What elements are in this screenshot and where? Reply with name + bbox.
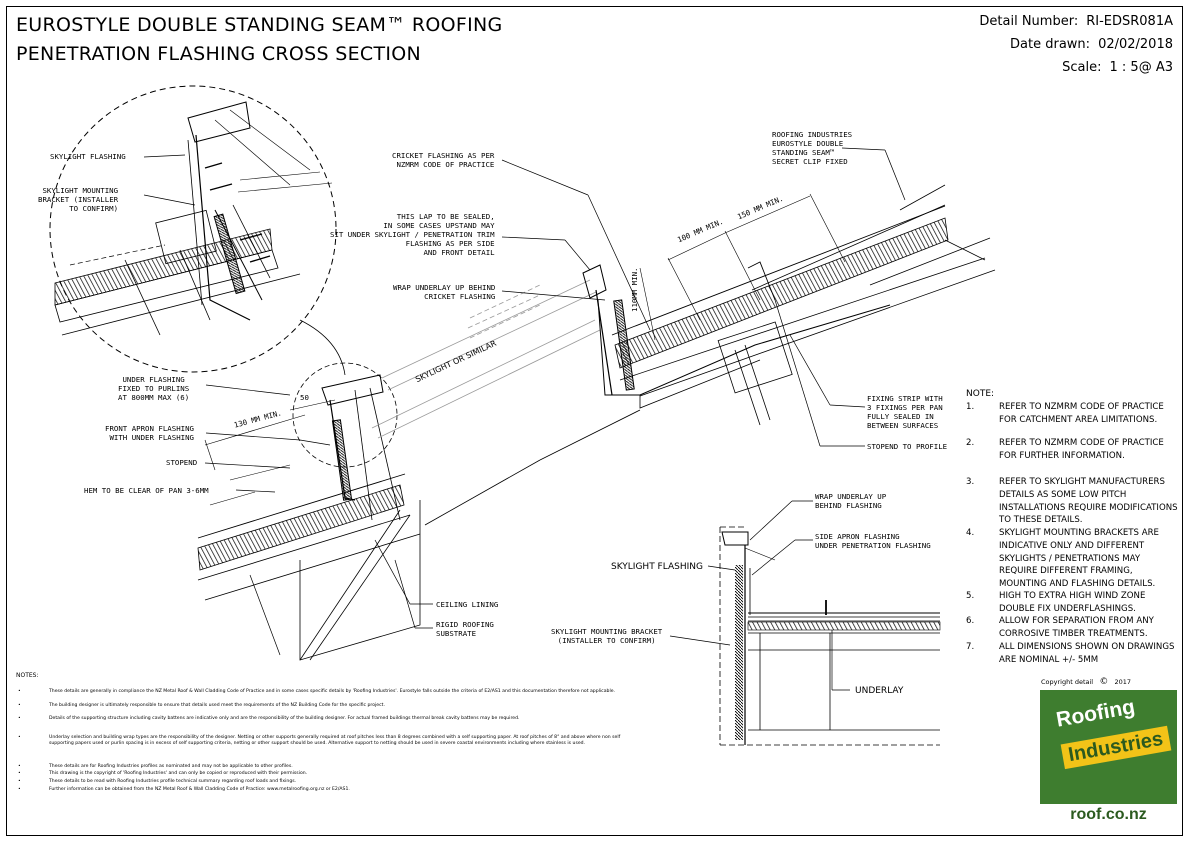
label-hem: HEM TO BE CLEAR OF PAN 3-6MM (84, 486, 209, 495)
general-note-text: These details are generally in compliance the NZ Metal Roof & Wall Cladding Code of Practice and in some cases specific details by 'Roofing Industries'. Eurostyle falls outside the criteria of E2/AS1 and this documentation therefore not applicable. (49, 689, 616, 694)
date-drawn: Date drawn: 02/02/2018 (1010, 37, 1173, 52)
notes-heading: NOTE: (966, 389, 995, 399)
dimension-130: 130 MM MIN. (233, 408, 283, 430)
main-section-upper (425, 185, 995, 525)
logo-url: roof.co.nz (1070, 806, 1147, 823)
general-note-item (18, 703, 638, 709)
general-note-text: The building designer is ultimately responsible to ensure that details used meet the requirements of the NZ Building Code for the specific project. (49, 703, 385, 708)
note-text: REFER TO NZMRM CODE OF PRACTICE FOR CATCHMENT AREA LIMITATIONS. (999, 402, 1164, 425)
general-note-item (18, 735, 638, 746)
label-roofing-industries-profile: ROOFING INDUSTRIES EUROSTYLE DOUBLE STANDING SEAM™ SECRET CLIP FIXED (772, 130, 853, 166)
general-note-item (18, 779, 638, 785)
note-text: ALLOW FOR SEPARATION FROM ANY CORROSIVE TIMBER TREATMENTS. (999, 616, 1154, 639)
drawing-subtitle: PENETRATION FLASHING CROSS SECTION (16, 43, 422, 65)
general-note-text: This drawing is the copyright of 'Roofing Industries' and can only be copied or reproduced with their permission. (49, 771, 308, 776)
side-section (720, 527, 940, 745)
label-wrap-underlay-behind: WRAP UNDERLAY UP BEHIND FLASHING (815, 492, 887, 510)
skylight-glazing (372, 280, 600, 438)
label-front-apron: FRONT APRON FLASHING WITH UNDER FLASHING (105, 424, 194, 442)
note-text: HIGH TO EXTRA HIGH WIND ZONE DOUBLE FIX UNDERFLASHINGS. (999, 591, 1146, 614)
bullet-icon: • (18, 735, 21, 740)
general-notes-heading: NOTES: (16, 672, 39, 679)
note-number: 2. (966, 438, 975, 448)
note-item (966, 527, 1178, 591)
general-note-text: Underlay selection and building wrap types are the responsibility of the designer. Netting or other supports generally required at roof pitches less than 8 degrees combined with a self supporting paper. At roof pitches of 8° and above where non self supporting papers used or purlin spacing is in excess of self supporting criteria, netting or other support should be used. Alternative support to netting should be used in severe coastal environments including where stainless is used. (49, 735, 621, 746)
note-item (966, 401, 1178, 427)
bullet-icon: • (18, 703, 21, 708)
label-side-apron: SIDE APRON FLASHING UNDER PENETRATION FLASHING (815, 532, 931, 550)
bullet-icon: • (18, 689, 21, 694)
general-note-item (18, 764, 638, 770)
copyright: Copyright detail © 2017 (1041, 677, 1132, 687)
logo-text-roofing: Roofing (1054, 695, 1137, 732)
dimension-50: 50 (300, 393, 309, 402)
label-under-flashing: UNDER FLASHING FIXED TO PURLINS AT 800MM MAX (6) (118, 375, 190, 402)
note-number: 3. (966, 477, 975, 487)
detail-number: Detail Number: RI-EDSR081A (979, 14, 1173, 29)
main-section-lower (198, 363, 420, 660)
logo-text-industries: Industries (1061, 726, 1171, 769)
label-skylight-bracket-side: SKYLIGHT MOUNTING BRACKET (INSTALLER TO CONFIRM) (551, 627, 663, 645)
bullet-icon: • (18, 787, 21, 792)
general-note-item (18, 771, 638, 777)
dimension-110: 110MM MIN. (630, 267, 639, 312)
scale: Scale: 1 : 5@ A3 (1062, 60, 1173, 75)
label-stopend-profile: STOPEND TO PROFILE (867, 442, 948, 451)
bullet-icon: • (18, 779, 21, 784)
note-item (966, 437, 1178, 463)
label-cricket-flashing: CRICKET FLASHING AS PER NZMRM CODE OF PRACTICE (392, 151, 495, 169)
label-lap-sealed: THIS LAP TO BE SEALED, IN SOME CASES UPSTAND MAY SIT UNDER SKYLIGHT / PENETRATION TRIM FLASHING AS PER SIDE AND FRONT DETAIL (330, 212, 495, 257)
dimension-150: 150 MM MIN. (736, 193, 785, 222)
note-number: 7. (966, 642, 975, 652)
note-item (966, 476, 1178, 527)
note-number: 5. (966, 591, 975, 601)
note-number: 1. (966, 402, 975, 412)
label-skylight-mounting-bracket: SKYLIGHT MOUNTING BRACKET (INSTALLER TO CONFIRM) (38, 186, 119, 213)
general-note-item (18, 689, 638, 695)
note-number: 6. (966, 616, 975, 626)
label-underlay: UNDERLAY (855, 686, 904, 696)
general-note-text: Details of the supporting structure including cavity battens are indicative only and are the responsibility of the building designer. For actual framed buildings thermal break cavity battens may be required. (49, 716, 520, 721)
label-stopend: STOPEND (166, 458, 198, 467)
label-ceiling-lining: CEILING LINING (436, 600, 499, 609)
general-note-item (18, 716, 638, 722)
general-note-item (18, 787, 638, 793)
label-skylight-or-similar: SKYLIGHT OR SIMILAR (414, 338, 498, 385)
detail-circle-zoom (50, 86, 345, 375)
logo-background (1040, 690, 1177, 804)
drawing-title: EUROSTYLE DOUBLE STANDING SEAM™ ROOFING (16, 14, 503, 36)
label-skylight-flashing-detail: SKYLIGHT FLASHING (50, 152, 126, 161)
label-rigid-substrate: RIGID ROOFING SUBSTRATE (436, 620, 494, 638)
note-item (966, 641, 1178, 667)
bullet-icon: • (18, 764, 21, 769)
roofing-industries-logo (1040, 690, 1177, 828)
note-text: REFER TO NZMRM CODE OF PRACTICE FOR FURTHER INFORMATION. (999, 438, 1164, 461)
note-text: SKYLIGHT MOUNTING BRACKETS ARE INDICATIVE ONLY AND DIFFERENT SKYLIGHTS / PENETRATIONS MAY REQUIRE DIFFERENT FRAMING, MOUNTING AND FLASHING DETAILS. (999, 528, 1159, 590)
note-item (966, 615, 1178, 641)
dimension-100: 100 MM MIN. (676, 216, 725, 245)
note-text: ALL DIMENSIONS SHOWN ON DRAWINGS ARE NOMINAL +/- 5MM (999, 642, 1175, 665)
general-note-text: These details to be read with Roofing Industries profile technical summary regarding roof loads and fixings. (49, 779, 297, 784)
note-number: 4. (966, 528, 975, 538)
note-item (966, 590, 1178, 616)
general-note-text: These details are for Roofing Industries profiles as nominated and may not be applicable to other profiles. (49, 764, 293, 769)
label-wrap-underlay-cricket: WRAP UNDERLAY UP BEHIND CRICKET FLASHING (393, 283, 496, 301)
bullet-icon: • (18, 771, 21, 776)
general-note-text: Further information can be obtained from the NZ Metal Roof & Wall Cladding Code of Practice: www.metalroofing.org.nz or E2/AS1. (49, 787, 350, 792)
bullet-icon: • (18, 716, 21, 721)
label-skylight-flashing-side: SKYLIGHT FLASHING (611, 562, 703, 572)
note-text: REFER TO SKYLIGHT MANUFACTURERS DETAILS AS SOME LOW PITCH INSTALLATIONS REQUIRE MODIFICATIONS TO THESE DETAILS. (999, 477, 1178, 526)
label-fixing-strip: FIXING STRIP WITH 3 FIXINGS PER PAN FULLY SEALED IN BETWEEN SURFACES (867, 394, 943, 430)
